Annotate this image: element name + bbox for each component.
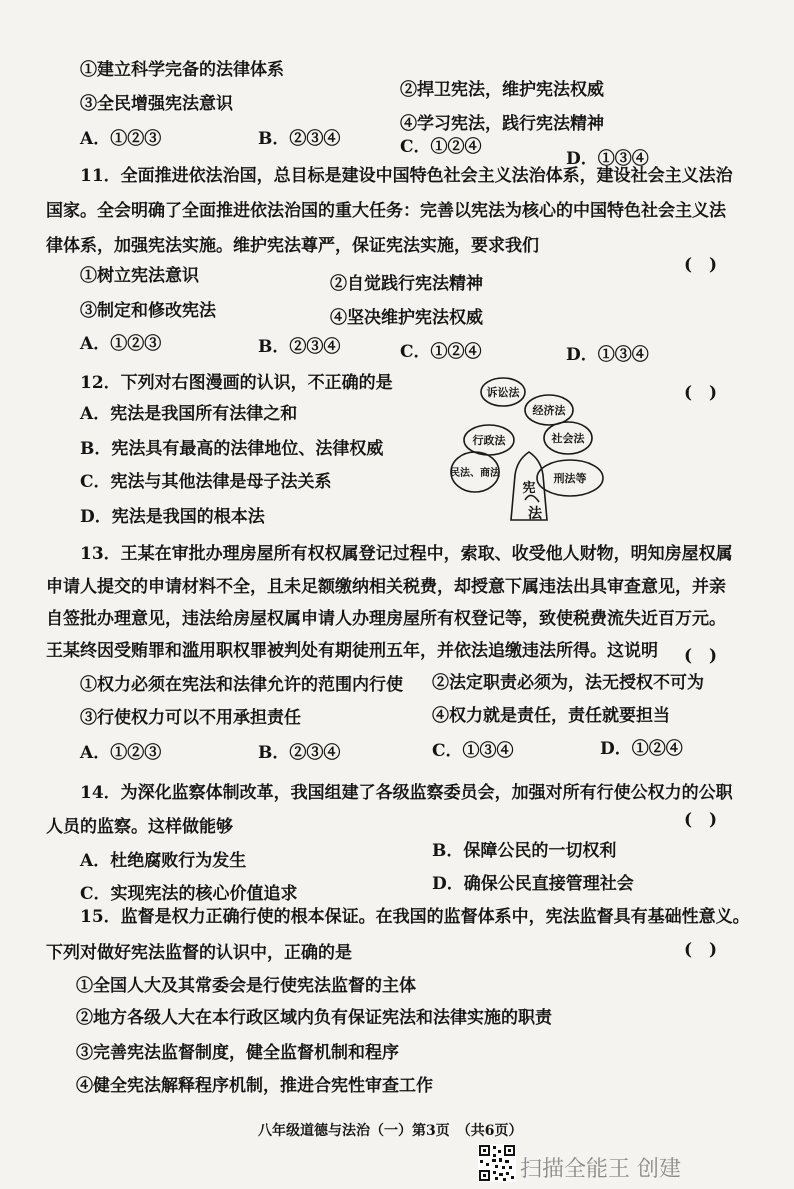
text-line: C．①②④ [400, 342, 482, 362]
leaf-label: 诉讼法 [486, 386, 520, 399]
text-line: 11．全面推进依法治国，总目标是建设中国特色社会主义法治体系，建设社会主义法治 [80, 166, 733, 186]
answer-bracket: ( ) [684, 940, 718, 960]
root-label: 法 [528, 506, 542, 522]
answer-bracket: ( ) [684, 646, 718, 666]
scanner-watermark: 扫描全能王 创建 [520, 1157, 681, 1182]
answer-bracket: ( ) [684, 810, 718, 830]
text-line: D．①②④ [600, 739, 683, 759]
text-line: B．②③④ [258, 743, 341, 763]
text-line: ③制定和修改宪法 [80, 301, 216, 321]
text-line: ②自觉践行宪法精神 [330, 274, 483, 294]
text-line: D．宪法是我国的根本法 [80, 507, 265, 527]
text-line: 自签批办理意见，违法给房屋权属申请人办理房屋所有权登记等，致使税费流失近百万元。 [46, 609, 726, 629]
text-line: ①建立科学完备的法律体系 [80, 60, 284, 80]
leaf-label: 行政法 [472, 434, 506, 447]
text-line: 13．王某在审批办理房屋所有权权属登记过程中，索取、收受他人财物，明知房屋权属 [80, 544, 733, 564]
text-line: A．①②③ [80, 334, 162, 354]
text-line: C．①②④ [400, 137, 482, 157]
text-line: C．①③④ [432, 741, 514, 761]
page-footer: 八年级道德与法治（一）第3页 （共6页） [258, 1123, 523, 1139]
text-line: ①全国人大及其常委会是行使宪法监督的主体 [76, 976, 416, 996]
text-line: ②法定职责必须为，法无授权不可为 [432, 673, 704, 693]
answer-bracket: ( ) [684, 255, 718, 275]
text-line: ①树立宪法意识 [80, 266, 199, 286]
text-line: A．宪法是我国所有法律之和 [80, 404, 298, 424]
text-line: 律体系，加强宪法实施。维护宪法尊严，保证宪法实施，要求我们 [46, 236, 539, 256]
text-line: ③全民增强宪法意识 [80, 94, 233, 114]
leaf-label: 刑法等 [553, 472, 587, 485]
text-line: ④坚决维护宪法权威 [330, 308, 483, 328]
text-line: ④健全宪法解释程序机制，推进合宪性审查工作 [76, 1076, 433, 1096]
leaf-label: 社会法 [551, 432, 585, 445]
text-line: D．确保公民直接管理社会 [432, 874, 634, 894]
text-line: 王某终因受贿罪和滥用职权罪被判处有期徒刑五年，并依法追缴违法所得。这说明 [46, 641, 658, 661]
text-line: B．②③④ [258, 337, 341, 357]
text-line: 14．为深化监察体制改革，我国组建了各级监察委员会，加强对所有行使公权力的公职 [80, 783, 733, 803]
text-line: ②地方各级人大在本行政区域内负有保证宪法和法律实施的职责 [76, 1008, 552, 1028]
text-line: 15．监督是权力正确行使的根本保证。在我国的监督体系中，宪法监督具有基础性意义。 [80, 907, 750, 927]
trunk-label: 宪 [522, 481, 536, 496]
text-line: ④权力就是责任，责任就要担当 [432, 706, 670, 726]
text-line: ③行使权力可以不用承担责任 [80, 708, 301, 728]
text-line: D．①③④ [566, 345, 649, 365]
text-line: ③完善宪法监督制度，健全监督机制和程序 [76, 1043, 399, 1063]
text-line: A．①②③ [80, 129, 162, 149]
text-line: 国家。全会明确了全面推进依法治国的重大任务：完善以宪法为核心的中国特色社会主义法 [46, 201, 726, 221]
leaf-label: 民法、商法 [450, 468, 500, 479]
text-line: 12．下列对右图漫画的认识，不正确的是 [80, 373, 393, 393]
text-line: ②捍卫宪法，维护宪法权威 [400, 80, 604, 100]
text-line: A．杜绝腐败行为发生 [80, 851, 247, 871]
text-line: D．①③④ [566, 149, 649, 169]
text-line: A．①②③ [80, 743, 162, 763]
text-line: 人员的监察。这样做能够 [46, 817, 233, 837]
text-line: 下列对做好宪法监督的认识中，正确的是 [46, 943, 352, 963]
trunk-knot [525, 495, 539, 502]
text-line: ①权力必须在宪法和法律允许的范围内行使 [80, 675, 403, 695]
text-line: ④学习宪法，践行宪法精神 [400, 114, 604, 134]
answer-bracket: ( ) [684, 383, 718, 403]
leaf-label: 经济法 [532, 404, 566, 417]
text-line: 申请人提交的申请材料不全，且未足额缴纳相关税费，却授意下属违法出具审查意见，并亲 [46, 577, 726, 597]
text-line: B．保障公民的一切权利 [432, 841, 617, 861]
constitution-tree-cartoon [445, 370, 615, 525]
qr-code-icon [478, 1144, 516, 1182]
text-line: C．宪法与其他法律是母子法关系 [80, 472, 332, 492]
text-line: B．宪法具有最高的法律地位、法律权威 [80, 439, 384, 459]
text-line: C．实现宪法的核心价值追求 [80, 884, 298, 904]
text-line: B．②③④ [258, 129, 341, 149]
